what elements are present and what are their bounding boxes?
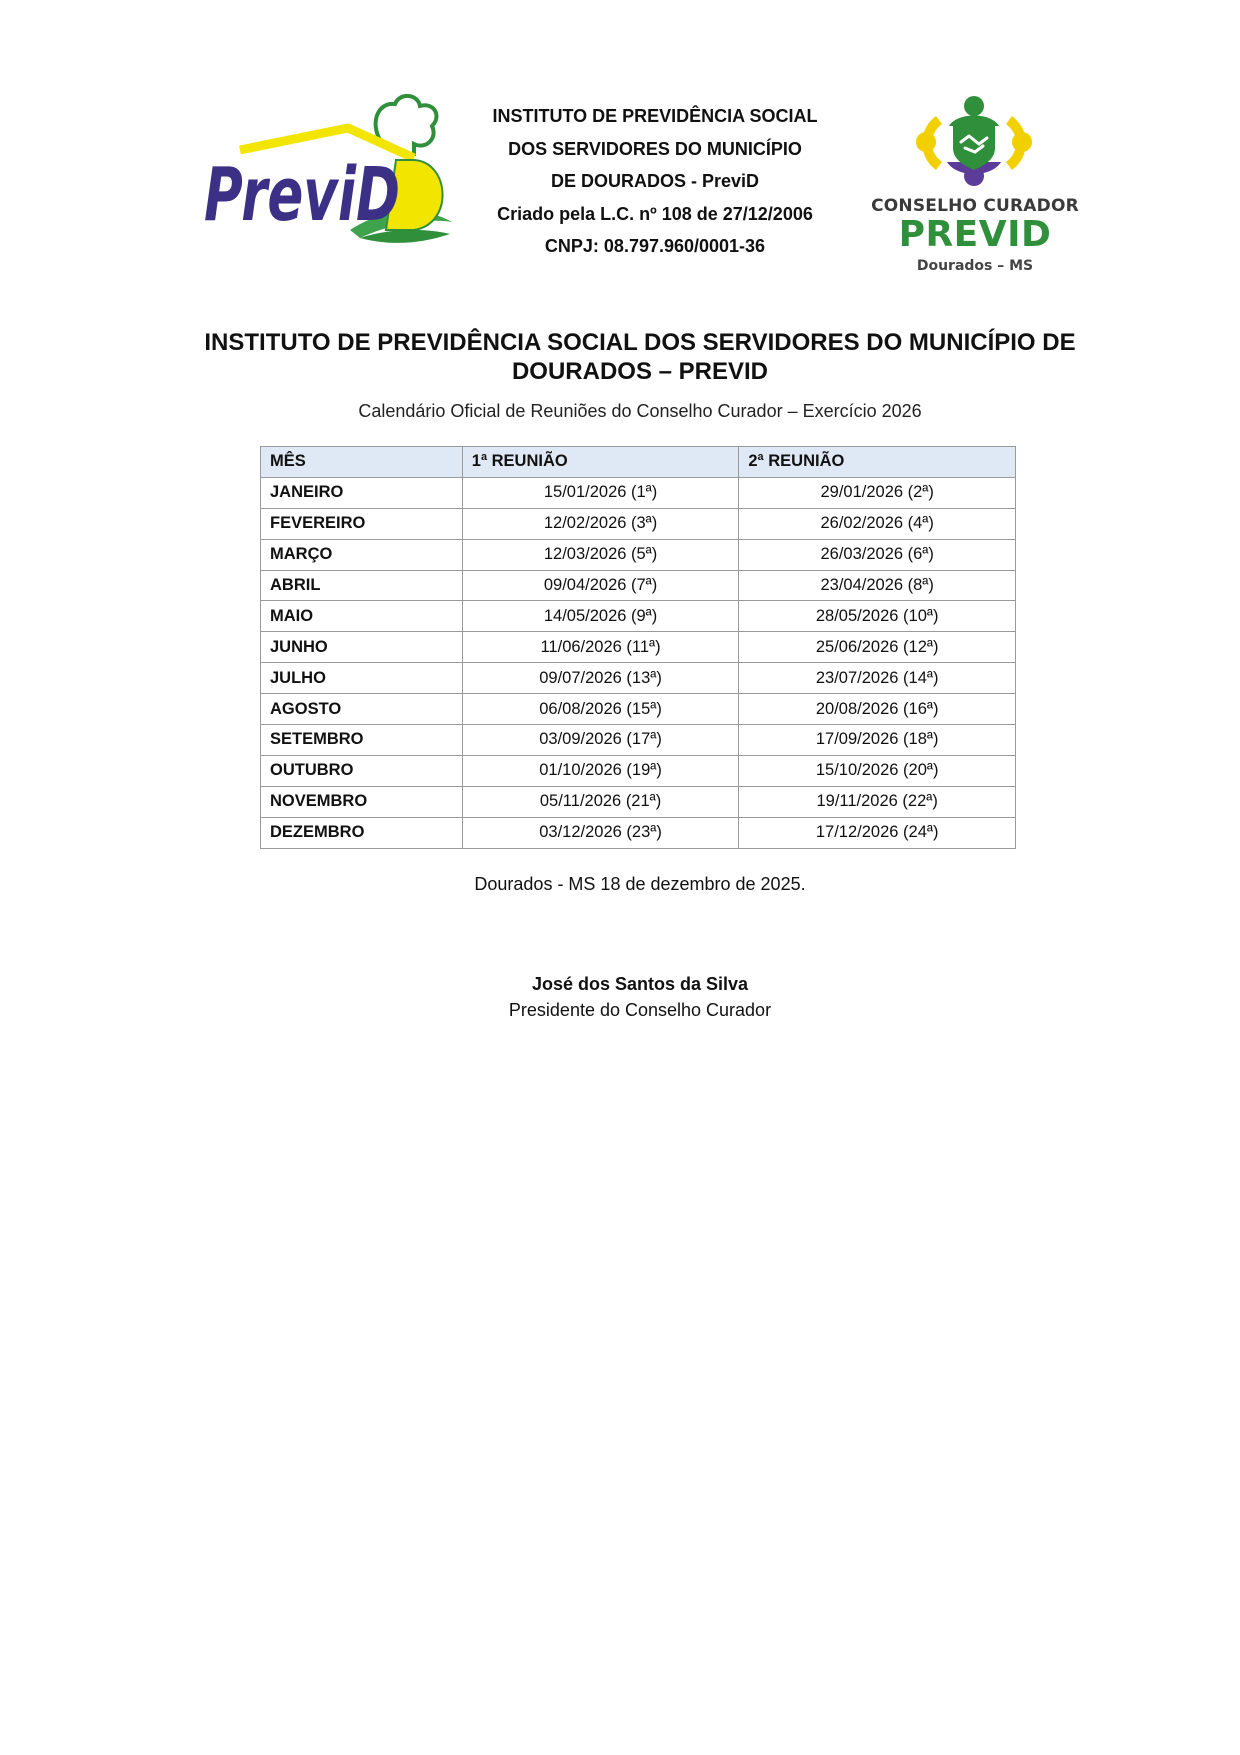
month-cell: DEZEMBRO: [261, 817, 463, 848]
first-meeting-cell: 14/05/2026 (9ª): [462, 601, 739, 632]
first-meeting-cell: 11/06/2026 (11ª): [462, 632, 739, 663]
header-line-5: CNPJ: 08.797.960/0001-36: [544, 236, 766, 256]
conselho-logo-line-2: PREVID: [898, 214, 1052, 255]
month-cell: AGOSTO: [261, 694, 463, 725]
document-title-line-1: INSTITUTO DE PREVIDÊNCIA SOCIAL DOS SERVIDORES DO MUNICÍPIO DE: [204, 329, 1076, 356]
table-row: [261, 508, 1016, 539]
conselho-logo-line-1: CONSELHO CURADOR: [871, 196, 1079, 216]
second-meeting-cell: 26/03/2026 (6ª): [739, 539, 1016, 570]
column-header-second-meeting: 2ª REUNIÃO: [739, 447, 1016, 478]
second-meeting-cell: 19/11/2026 (22ª): [739, 786, 1016, 817]
month-cell: MARÇO: [261, 539, 463, 570]
first-meeting-cell: 12/03/2026 (5ª): [462, 539, 739, 570]
first-meeting-cell: 09/07/2026 (13ª): [462, 663, 739, 694]
second-meeting-cell: 15/10/2026 (20ª): [739, 755, 1016, 786]
place-and-date: Dourados - MS 18 de dezembro de 2025.: [474, 874, 806, 894]
first-meeting-cell: 15/01/2026 (1ª): [462, 477, 739, 508]
second-meeting-cell: 23/04/2026 (8ª): [739, 570, 1016, 601]
month-cell: JULHO: [261, 663, 463, 694]
previd-logo: [200, 92, 460, 252]
table-row: [261, 570, 1016, 601]
first-meeting-cell: 09/04/2026 (7ª): [462, 570, 739, 601]
header-line-2: DOS SERVIDORES DO MUNICÍPIO: [508, 138, 802, 159]
table-row: [261, 601, 1016, 632]
month-cell: ABRIL: [261, 570, 463, 601]
table-header-row: [261, 447, 1016, 478]
table-row: [261, 817, 1016, 848]
month-cell: NOVEMBRO: [261, 786, 463, 817]
meeting-calendar-table: [260, 446, 1016, 849]
month-cell: SETEMBRO: [261, 725, 463, 756]
table-row: [261, 725, 1016, 756]
table-row: [261, 755, 1016, 786]
handshake-people-icon: [909, 92, 1039, 192]
document-title: [180, 328, 1100, 386]
table-row: [261, 477, 1016, 508]
month-cell: FEVEREIRO: [261, 508, 463, 539]
month-cell: JUNHO: [261, 632, 463, 663]
signer-role: Presidente do Conselho Curador: [508, 1000, 772, 1020]
second-meeting-cell: 28/05/2026 (10ª): [739, 601, 1016, 632]
second-meeting-cell: 26/02/2026 (4ª): [739, 508, 1016, 539]
header-line-4: Criado pela L.C. nº 108 de 27/12/2006: [497, 203, 813, 224]
table-row: [261, 632, 1016, 663]
document-subtitle: Calendário Oficial de Reuniões do Conselho Curador – Exercício 2026: [358, 401, 922, 421]
previd-logo-text: PreviD: [204, 152, 400, 238]
table-row: [261, 539, 1016, 570]
first-meeting-cell: 01/10/2026 (19ª): [462, 755, 739, 786]
second-meeting-cell: 29/01/2026 (2ª): [739, 477, 1016, 508]
month-cell: OUTUBRO: [261, 755, 463, 786]
first-meeting-cell: 12/02/2026 (3ª): [462, 508, 739, 539]
table-row: [261, 786, 1016, 817]
signer-name: José dos Santos da Silva: [531, 974, 749, 994]
header-line-3: DE DOURADOS - PreviD: [550, 171, 760, 191]
second-meeting-cell: 17/09/2026 (18ª): [739, 725, 1016, 756]
column-header-first-meeting: 1ª REUNIÃO: [462, 447, 739, 478]
second-meeting-cell: 25/06/2026 (12ª): [739, 632, 1016, 663]
header-line-1: INSTITUTO DE PREVIDÊNCIA SOCIAL: [492, 106, 818, 126]
first-meeting-cell: 03/09/2026 (17ª): [462, 725, 739, 756]
document-title-line-2: DOURADOS – PREVID: [511, 358, 769, 385]
month-cell: JANEIRO: [261, 477, 463, 508]
table-row: [261, 694, 1016, 725]
conselho-logo-line-3: Dourados – MS: [916, 258, 1034, 274]
second-meeting-cell: 17/12/2026 (24ª): [739, 817, 1016, 848]
month-cell: MAIO: [261, 601, 463, 632]
first-meeting-cell: 05/11/2026 (21ª): [462, 786, 739, 817]
first-meeting-cell: 03/12/2026 (23ª): [462, 817, 739, 848]
first-meeting-cell: 06/08/2026 (15ª): [462, 694, 739, 725]
second-meeting-cell: 23/07/2026 (14ª): [739, 663, 1016, 694]
institution-header: [470, 100, 840, 263]
column-header-month: MÊS: [261, 447, 463, 478]
second-meeting-cell: 20/08/2026 (16ª): [739, 694, 1016, 725]
conselho-curador-logo: [855, 92, 1095, 282]
table-row: [261, 663, 1016, 694]
